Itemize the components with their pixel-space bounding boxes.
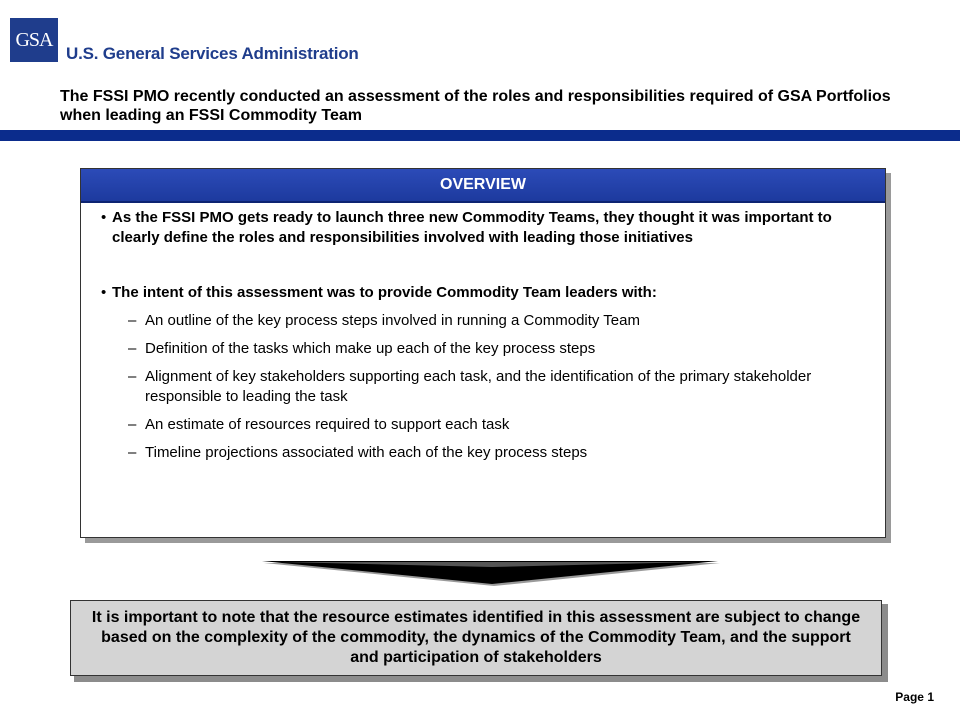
- gsa-logo: [10, 18, 58, 62]
- page-number: Page 1: [895, 690, 934, 704]
- agency-name: U.S. General Services Administration: [66, 44, 359, 63]
- overview-bullet: • The intent of this assessment was to provide Commodity Team leaders with:: [101, 283, 875, 303]
- overview-sub-item: – Timeline projections associated with each of the key process steps: [118, 443, 875, 463]
- note-text: It is important to note that the resource estimates identified in this assessment are subject to change based on the complexity of the commodity, the dynamics of the Commodity Team, and the support and participation of stakeholders: [70, 600, 882, 676]
- gsa-logo-text: GSA: [15, 28, 53, 51]
- overview-panel: [80, 168, 886, 538]
- down-arrow-icon: [262, 561, 722, 589]
- overview-bullet-list: [81, 203, 885, 303]
- overview-bullet: • As the FSSI PMO gets ready to launch three new Commodity Teams, they thought it was important to clearly define the roles and responsibilities involved with leading those initiatives: [101, 208, 875, 248]
- page-headline: The FSSI PMO recently conducted an assessment of the roles and responsibilities required of GSA Portfolios when leading an FSSI Commodity Team: [60, 88, 891, 124]
- note-panel: [70, 600, 884, 678]
- overview-sub-item: – Definition of the tasks which make up each of the key process steps: [118, 339, 875, 359]
- overview-sub-list: [81, 311, 885, 463]
- overview-sub-item: – An outline of the key process steps involved in running a Commodity Team: [118, 311, 875, 331]
- overview-title: OVERVIEW: [81, 169, 885, 203]
- overview-box: [80, 168, 886, 538]
- overview-sub-item: – Alignment of key stakeholders supporting each task, and the identification of the primary stakeholder responsible to leading the task: [118, 367, 875, 407]
- overview-sub-item: – An estimate of resources required to support each task: [118, 415, 875, 435]
- headline-divider: [0, 130, 960, 141]
